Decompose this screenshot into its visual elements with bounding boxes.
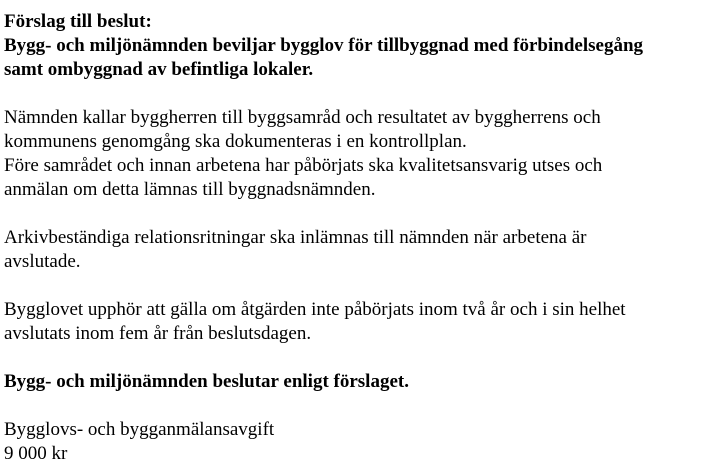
paragraph-line: avslutade.: [4, 251, 81, 272]
decision-statement: [4, 370, 716, 394]
document-body: [4, 10, 716, 466]
paragraph-line: Nämnden kallar byggherren till byggsamråd och resultatet av byggherrens och: [4, 107, 601, 128]
fee-label: Bygglovs- och bygganmälansavgift: [4, 419, 275, 440]
paragraph-line: anmälan om detta lämnas till byggnadsnämnden.: [4, 179, 376, 200]
paragraph-line: avslutats inom fem år från beslutsdagen.: [4, 323, 312, 344]
proposal-heading: Förslag till beslut:: [4, 11, 152, 32]
proposal-text-line-1: Bygg- och miljönämnden beviljar bygglov för tillbyggnad med förbindelsegång: [4, 35, 644, 56]
paragraph-line: kommunens genomgång ska dokumenteras i en kontrollplan.: [4, 131, 467, 152]
fee-section: [4, 418, 716, 466]
proposal-section: [4, 10, 716, 82]
construction-meeting-paragraph: [4, 106, 716, 202]
fee-amount: 9 000 kr: [4, 443, 68, 464]
paragraph-line: Före samrådet och innan arbetena har påbörjats ska kvalitetsansvarig utses och: [4, 155, 603, 176]
paragraph-line: Arkivbeständiga relationsritningar ska inlämnas till nämnden när arbetena är: [4, 227, 587, 248]
proposal-text-line-2: samt ombyggnad av befintliga lokaler.: [4, 59, 314, 80]
validity-paragraph: [4, 298, 716, 346]
decision-text: Bygg- och miljönämnden beslutar enligt förslaget.: [4, 371, 409, 392]
paragraph-line: Bygglovet upphör att gälla om åtgärden inte påbörjats inom två år och i sin helhet: [4, 299, 626, 320]
drawings-paragraph: [4, 226, 716, 274]
